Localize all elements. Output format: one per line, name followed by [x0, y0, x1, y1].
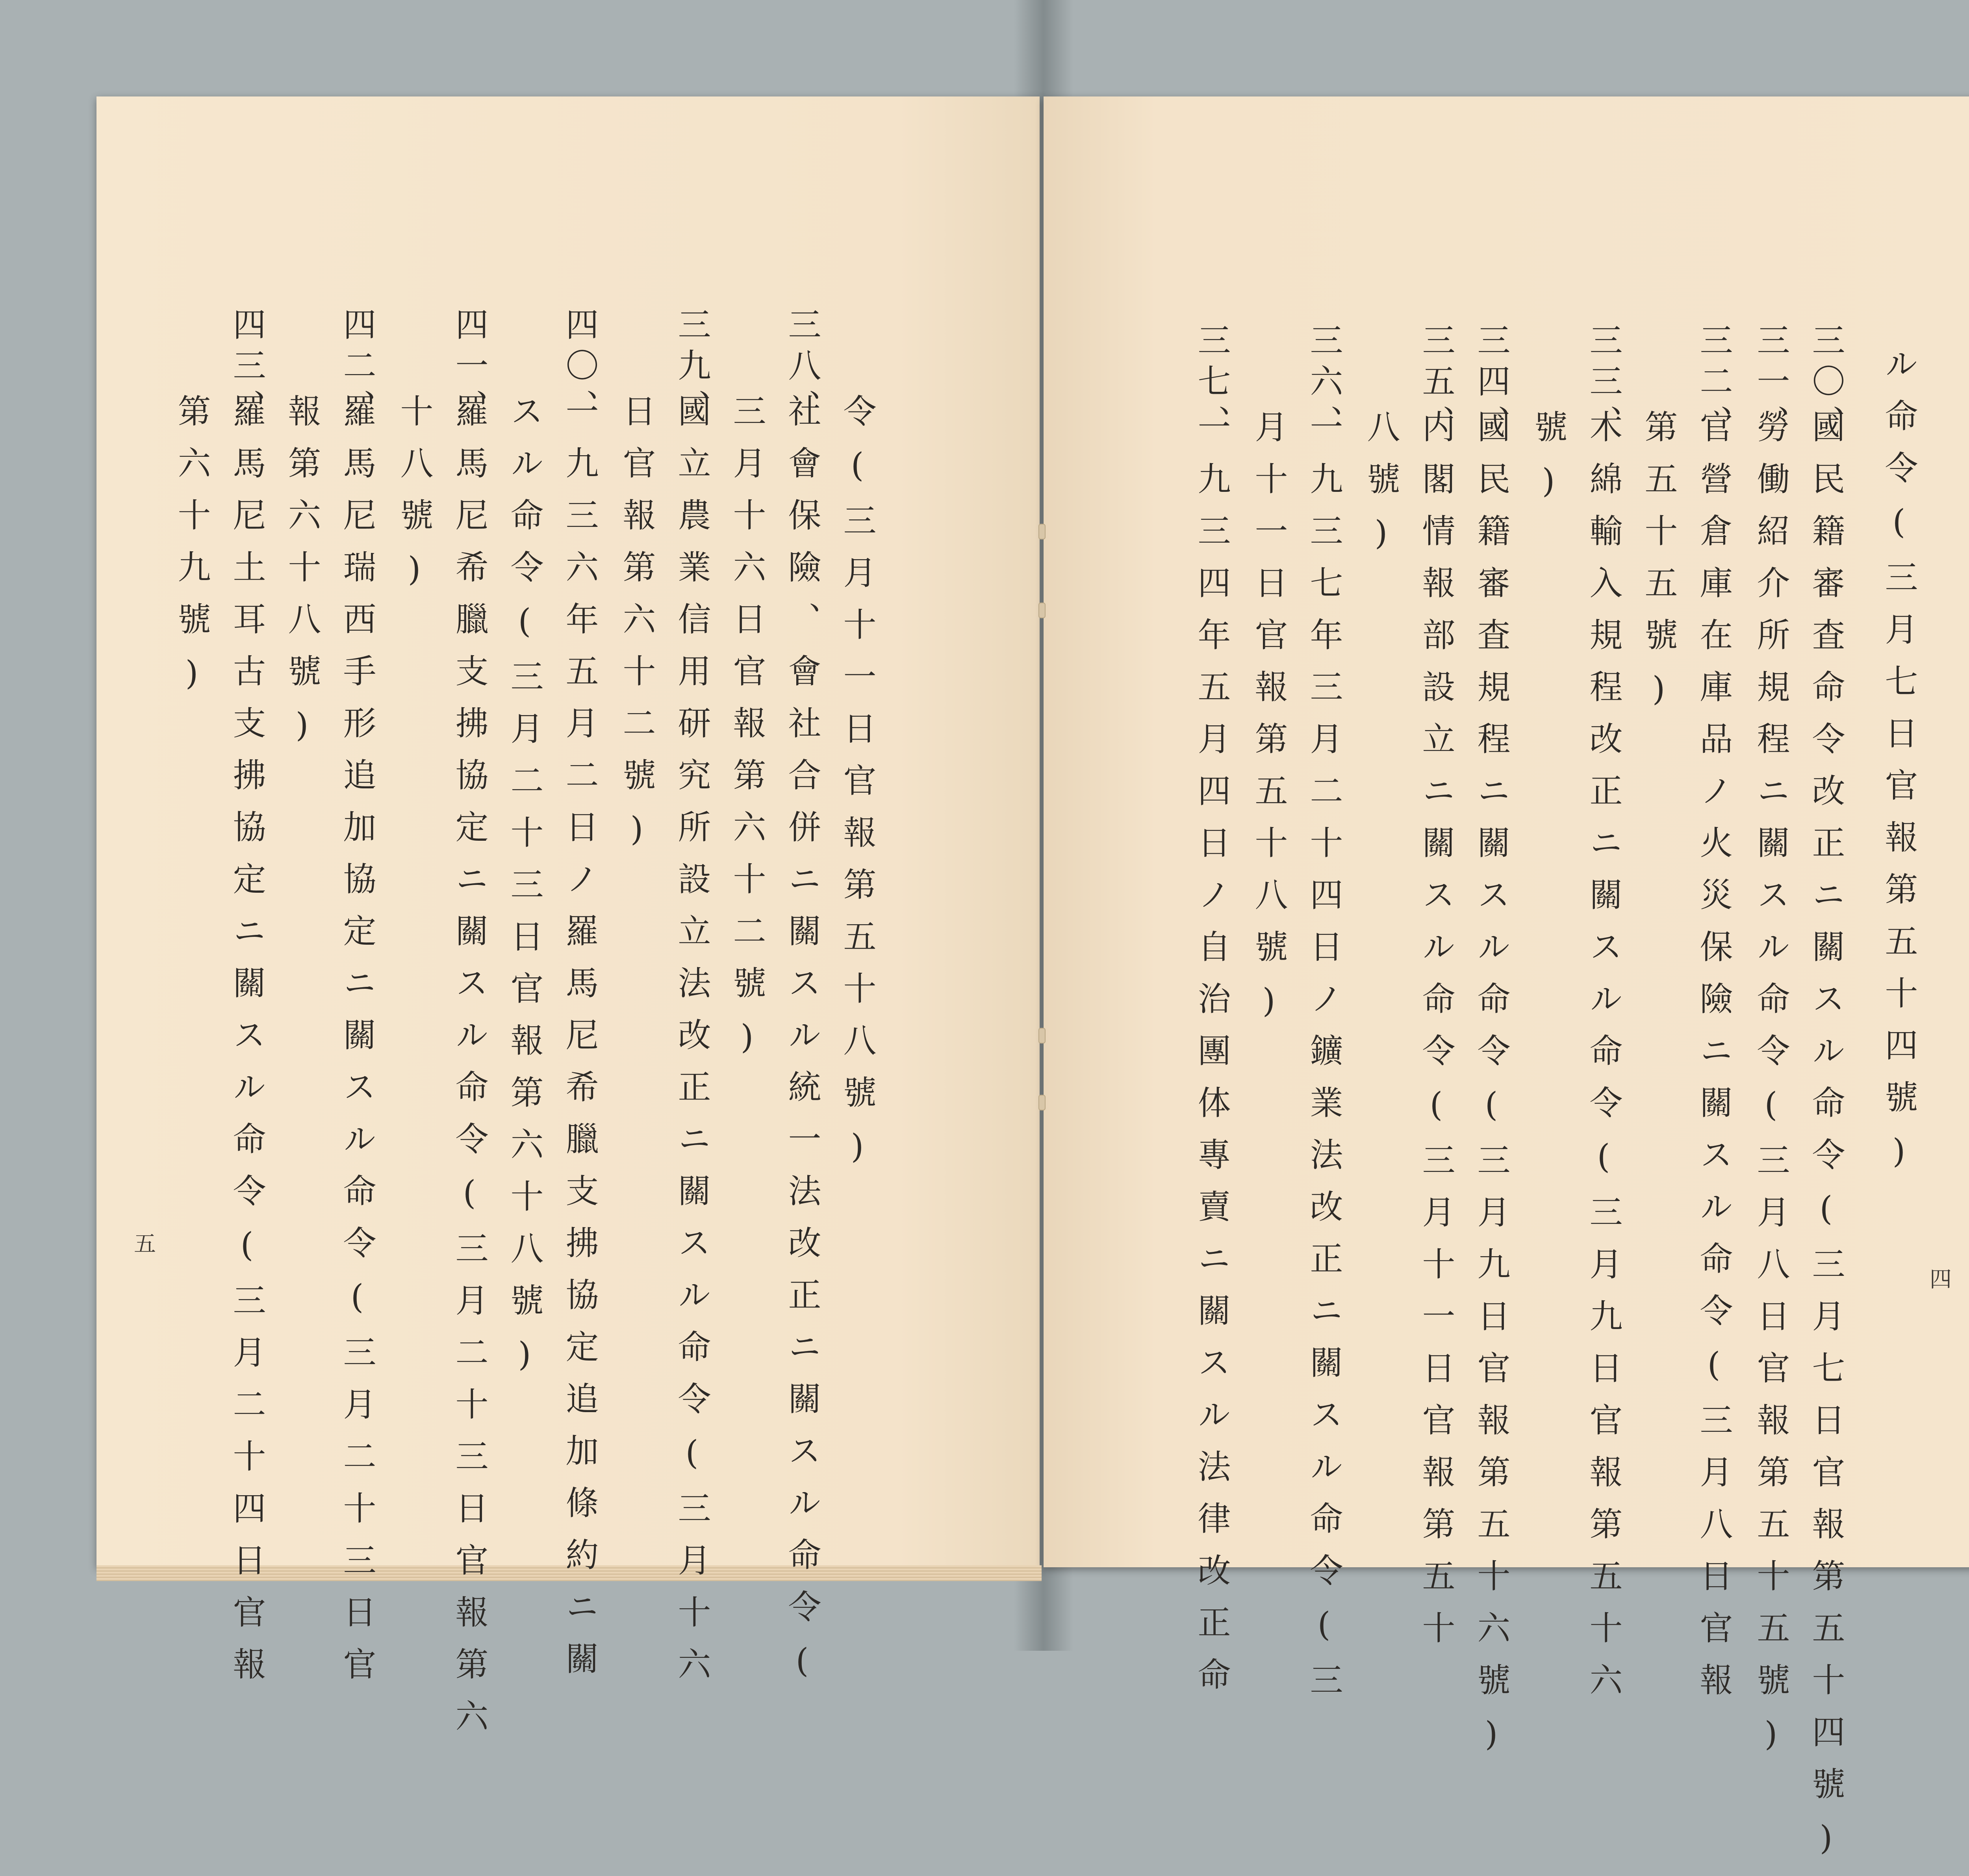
text-column: 國民籍審査命令改正ニ關スル命令(三月七日官報第五十四號)	[1807, 410, 1845, 1876]
text-column: 令(三月十一日官報第五十八號)	[838, 394, 877, 1185]
text-column: 三月十六日官報第六十二號)	[728, 394, 766, 1075]
entry-number: 四二、	[338, 307, 376, 430]
text-column: 國民籍審査規程ニ關スル命令(三月九日官報第五十六號)	[1472, 410, 1511, 1772]
text-column: 一九三六年五月二日ノ羅馬尼希臘支拂協定追加條約ニ關	[560, 394, 599, 1693]
text-column: 報第六十八號)	[283, 394, 321, 763]
text-column: 羅馬尼瑞西手形追加協定ニ關スル命令(三月二十三日官	[338, 394, 376, 1699]
text-column: 八號)	[1362, 410, 1400, 571]
entry-number: 三二、	[1695, 323, 1733, 446]
entry-number: 四一、	[450, 307, 489, 430]
text-column: 第五十五號)	[1639, 410, 1678, 727]
text-column: 第六十九號)	[172, 394, 211, 711]
entry-number: 三五、	[1417, 323, 1455, 446]
text-column: 内閣情報部設立ニ關スル命令(三月十一日官報第五十	[1417, 410, 1455, 1663]
binding-stitch	[1038, 602, 1046, 618]
text-column: 十八號)	[395, 394, 434, 607]
text-column: 羅馬尼土耳古支拂協定ニ關スル命令(三月二十四日官報	[228, 394, 266, 1699]
entry-number: 三八、	[783, 307, 821, 430]
entry-number: 三七、	[1192, 323, 1231, 446]
page-number-right: 四	[1930, 1267, 1952, 1292]
text-column: 木綿輸入規程改正ニ關スル命令(三月九日官報第五十六	[1584, 410, 1623, 1715]
entry-number: 三三、	[1584, 323, 1623, 446]
text-column: 一九三七年三月二十四日ノ鑛業法改正ニ關スル命令(三	[1305, 410, 1343, 1715]
text-column: 月十一日官報第五十八號)	[1250, 410, 1288, 1039]
text-column: 一九三四年五月四日ノ自治團体專賣ニ關スル法律改正命	[1192, 410, 1231, 1709]
binding-stitch	[1038, 1095, 1046, 1110]
entry-number: 三四、	[1472, 323, 1511, 446]
text-column: ル命令(三月七日官報第五十四號)	[1880, 347, 1918, 1189]
entry-number: 三〇、	[1807, 323, 1845, 446]
binding-stitch	[1038, 1028, 1046, 1044]
entry-number: 三一、	[1752, 323, 1790, 446]
text-column: 社會保險、會社合併ニ關スル統一法改正ニ關スル命令(	[783, 394, 821, 1699]
binding-stitch	[1038, 524, 1046, 539]
text-column: 羅馬尼希臘支拂協定ニ關スル命令(三月二十三日官報第六	[450, 394, 489, 1751]
entry-number: 四三、	[228, 307, 266, 430]
text-column: 日官報第六十二號)	[617, 394, 656, 867]
entry-number: 三六、	[1305, 323, 1343, 446]
text-column: 官營倉庫在庫品ノ火災保險ニ關スル命令(三月八日官報	[1695, 410, 1733, 1715]
text-column: 號)	[1529, 410, 1568, 519]
page-number-left: 五	[134, 1231, 156, 1257]
entry-number: 四〇、	[560, 307, 599, 430]
text-column: 勞働紹介所規程ニ關スル命令(三月八日官報第五十五號)	[1752, 410, 1790, 1772]
text-column: スル命令(三月二十三日官報第六十八號)	[505, 394, 544, 1392]
text-column: 國立農業信用研究所設立法改正ニ關スル命令(三月十六	[673, 394, 711, 1699]
entry-number: 三九、	[673, 307, 711, 430]
